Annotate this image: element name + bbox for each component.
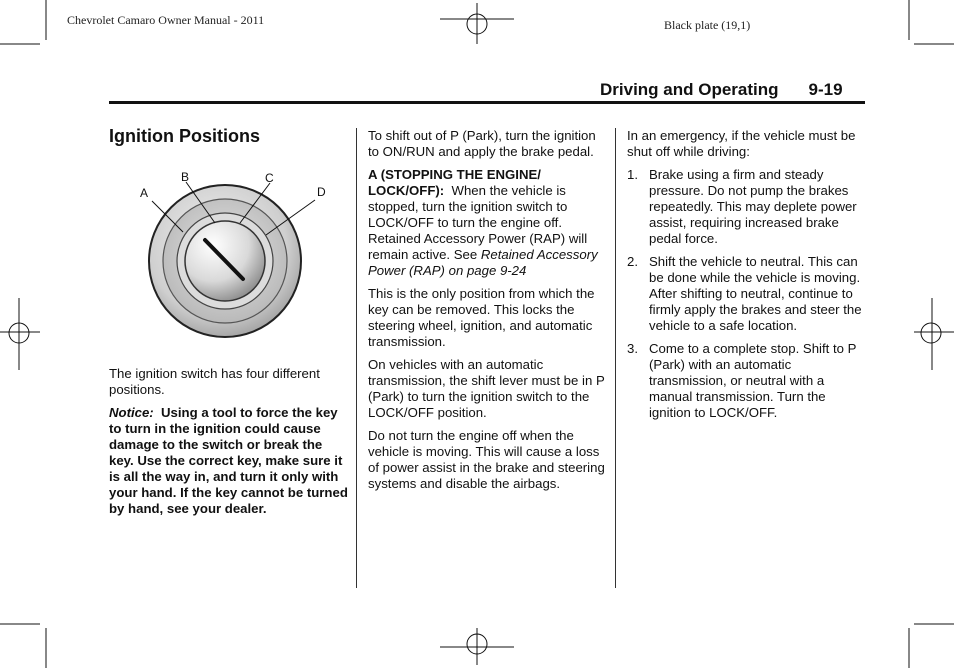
- column-divider-1: [356, 128, 357, 588]
- do-not-turn-paragraph: Do not turn the engine off when the vehicle is moving. This will cause a loss of power assist in the brake and steering systems and disable the airbags.: [368, 428, 605, 491]
- running-header: [600, 80, 843, 100]
- step-text: Brake using a firm and steady pressure. Do not pump the brakes repeatedly. This may deplete power assist, requiring increased brake pedal force.: [649, 167, 857, 246]
- plate-label: Black plate (19,1): [664, 18, 751, 32]
- column-divider-2: [615, 128, 616, 588]
- notice-paragraph: [109, 405, 349, 517]
- section-title: Driving and Operating: [600, 80, 779, 99]
- position-label-d: D: [317, 185, 326, 199]
- intro-paragraph: The ignition switch has four different positions.: [109, 366, 320, 397]
- step-number: 3.: [627, 341, 638, 356]
- list-item: [627, 254, 865, 334]
- position-a-label: A (STOPPING THE ENGINE/ LOCK/OFF):: [368, 167, 541, 198]
- only-position-paragraph: This is the only position from which the key can be removed. This locks the steering wheel, ignition, and automatic transmission.: [368, 286, 595, 349]
- page-number: 9-19: [808, 80, 843, 99]
- position-label-b: B: [181, 170, 190, 184]
- shift-out-paragraph: To shift out of P (Park), turn the ignition to ON/RUN and apply the brake pedal.: [368, 128, 596, 159]
- list-item: [627, 341, 865, 421]
- step-number: 2.: [627, 254, 638, 269]
- position-a-text: When the vehicle is stopped, turn the ignition switch to LOCK/OFF to turn the engine off. Retained Accessory Power (RAP) will remain active. See: [368, 183, 588, 262]
- step-text: Come to a complete stop. Shift to P (Park) with an automatic transmission, or neutral with a manual transmission. Turn the ignition to LOCK/OFF.: [649, 341, 857, 420]
- position-label-c: C: [265, 171, 274, 185]
- page-heading: Ignition Positions: [109, 126, 260, 146]
- ignition-switch-illustration: [133, 165, 333, 345]
- column-3-text: [627, 128, 865, 428]
- emergency-steps: [627, 167, 865, 421]
- step-text: Shift the vehicle to neutral. This can be done while the vehicle is moving. After shifting to neutral, continue to firmly apply the brakes and steer the vehicle to a safe location.: [649, 254, 862, 333]
- position-label-a: A: [140, 186, 149, 200]
- step-number: 1.: [627, 167, 638, 182]
- emergency-intro: In an emergency, if the vehicle must be shut off while driving:: [627, 128, 856, 159]
- rap-cross-reference[interactable]: Retained Accessory Power (RAP) on page 9-24: [368, 247, 598, 278]
- list-item: [627, 167, 865, 247]
- column-1-text: [109, 366, 349, 524]
- header-rule: [109, 101, 865, 104]
- position-a-paragraph: [368, 167, 608, 279]
- notice-label: Notice:: [109, 405, 154, 420]
- column-2-text: [368, 128, 608, 499]
- notice-text: Using a tool to force the key to turn in the ignition could cause damage to the switch or break the key. Use the correct key, make sure it is all the way in, and turn it only with your hand. If the key cannot be turned by hand, see your dealer.: [109, 405, 348, 516]
- manual-title: Chevrolet Camaro Owner Manual - 2011: [67, 13, 265, 27]
- automatic-paragraph: On vehicles with an automatic transmission, the shift lever must be in P (Park) to turn the ignition switch to the LOCK/OFF position.: [368, 357, 605, 420]
